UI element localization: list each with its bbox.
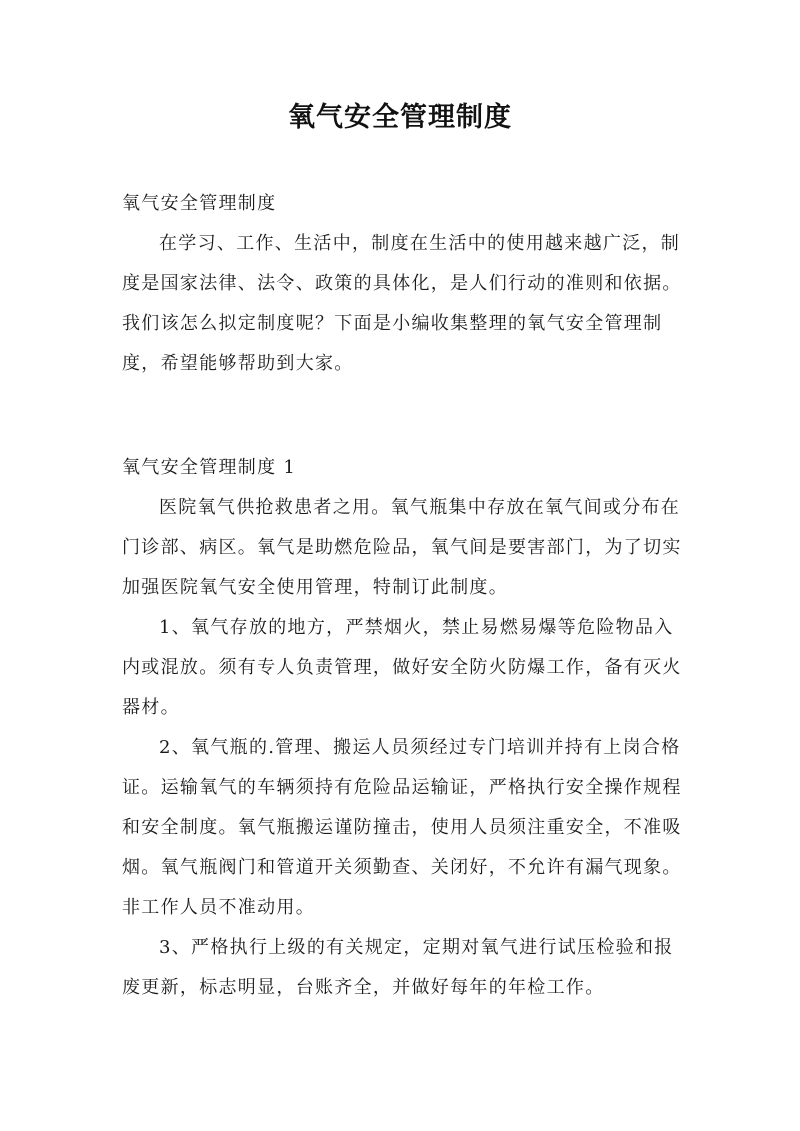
section-1-rule-1: 1、氧气存放的地方，严禁烟火，禁止易燃易爆等危险物品入内或混放。须有专人负责管理，做好安全防火防爆工作，备有灭火器材。 — [122, 617, 682, 718]
intro-section — [122, 184, 682, 384]
section-1-rule-2: 2、氧气瓶的.管理、搬运人员须经过专门培训并持有上岗合格证。运输氧气的车辆须持有危险品运输证，严格执行安全操作规程和安全制度。氧气瓶搬运谨防撞击，使用人员须注重安全，不准吸烟。氧气瓶阀门和管道开关须勤查、关闭好，不允许有漏气现象。非工作人员不准动用。 — [122, 737, 682, 918]
intro-heading: 氧气安全管理制度 — [122, 193, 277, 214]
document-title: 氧气安全管理制度 — [288, 102, 512, 133]
section-1-paragraph: 医院氧气供抢救患者之用。氧气瓶集中存放在氧气间或分布在门诊部、病区。氧气是助燃危险品，氧气间是要害部门，为了切实加强医院氧气安全使用管理，特制订此制度。 — [122, 497, 682, 598]
section-1-heading: 氧气安全管理制度 1 — [122, 457, 297, 478]
intro-paragraph: 在学习、工作、生活中，制度在生活中的使用越来越广泛，制度是国家法律、法令、政策的具体化，是人们行动的准则和依据。我们该怎么拟定制度呢？下面是小编收集整理的氧气安全管理制度，希望能够帮助到大家。 — [122, 233, 682, 374]
section-1-rule-3: 3、严格执行上级的有关规定，定期对氧气进行试压检验和报废更新，标志明显，台账齐全，并做好每年的年检工作。 — [122, 937, 674, 998]
section-1 — [122, 448, 682, 1008]
